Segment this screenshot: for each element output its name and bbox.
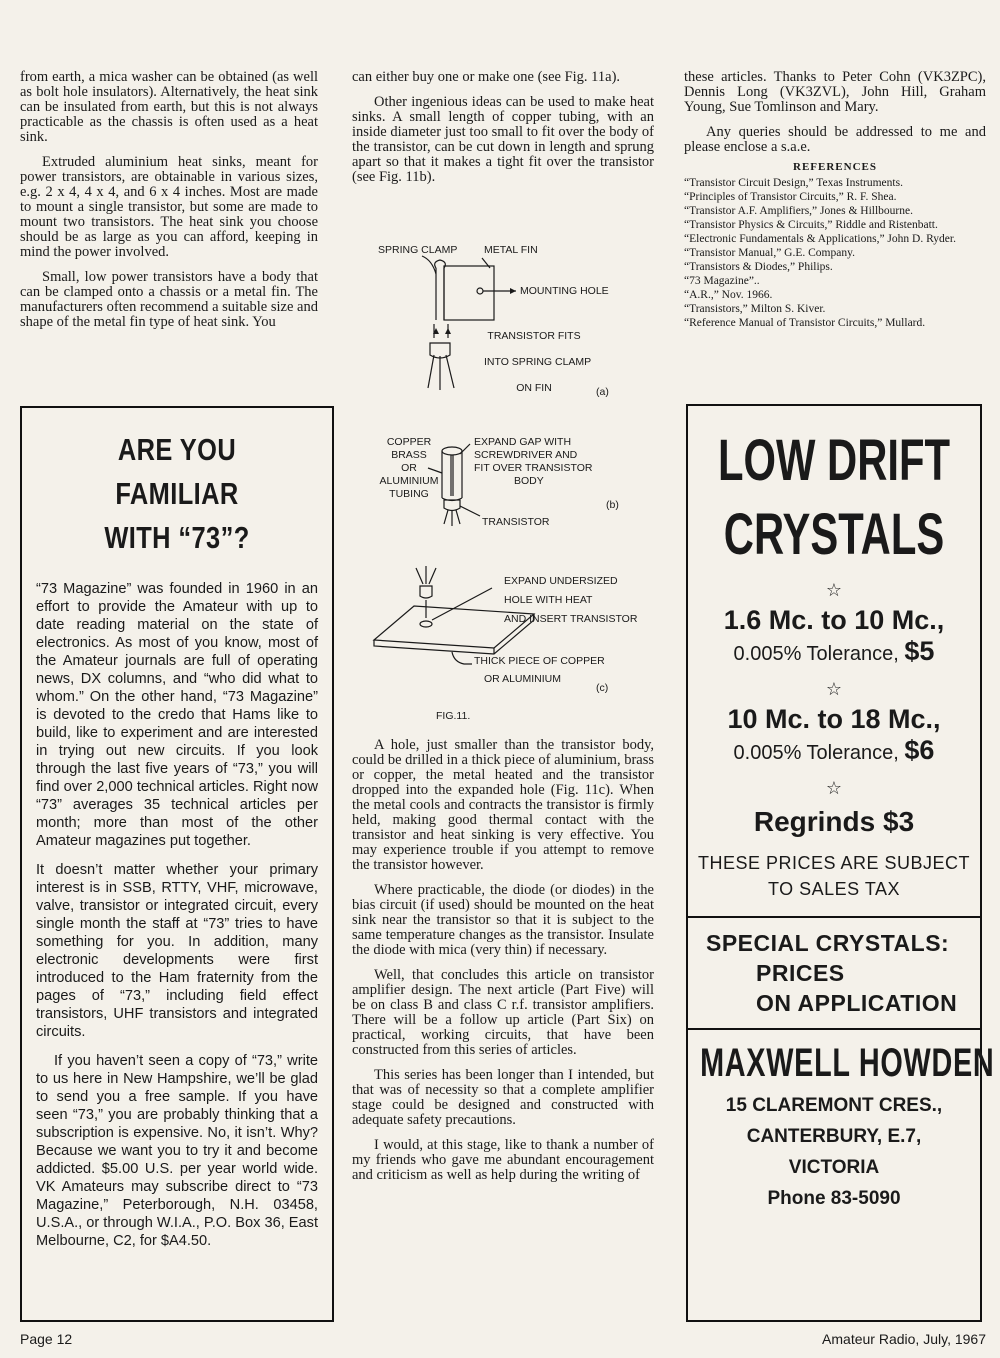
special-line-3: ON APPLICATION xyxy=(756,990,958,1016)
company-name: MAXWELL HOWDEN xyxy=(700,1041,995,1085)
fig-a-label-fits xyxy=(484,330,592,395)
price-2: $6 xyxy=(904,735,935,765)
reference-item: “Transistor Manual,” G.E. Company. xyxy=(684,247,855,259)
address-line-1: 15 CLAREMONT CRES., xyxy=(725,1095,943,1116)
headline-line-2: WITH “73”? xyxy=(104,520,250,555)
fig-c-expand-line-1: EXPAND UNDERSIZED xyxy=(504,575,618,587)
ad-title-line-2: CRYSTALS xyxy=(723,502,945,567)
paragraph: This series has been longer than I intended, but that was of necessity so that a complete amplifier stage could be designed and constructed with adequate safety precautions. xyxy=(352,1067,654,1128)
fig-b-tubing-line-3: OR xyxy=(401,462,417,474)
fig-a-label-mounting-hole: MOUNTING HOLE xyxy=(520,285,609,297)
fig-a-label-spring-clamp: SPRING CLAMP xyxy=(378,244,458,256)
ad-low-drift-crystals xyxy=(686,404,995,1322)
special-line-1: SPECIAL CRYSTALS: xyxy=(706,930,950,956)
fig-b-tag: (b) xyxy=(606,499,619,511)
phone: Phone 83-5090 xyxy=(767,1188,901,1209)
headline-line-1: ARE YOU FAMILIAR xyxy=(115,432,239,511)
ad-paragraph: If you haven’t seen a copy of “73,” write to us here in New Hampshire, we’ll be glad to send you a free sample. If you have seen “73,” you are probably thinking that a subscription is expensive. No, it isn’t. Why? Because we want you to try it and become addicted. $5.00 U.S. per year world wide. VK Amateurs may subscribe direct to “73 Magazine,” Peterborough, N.H. 03458, U.S.A., or through W.I.A., P.O. Box 36, East Melbourne, C2, for $A4.50. xyxy=(36,1053,319,1249)
paragraph: A hole, just smaller than the transistor body, could be drilled in a thick piece of aluminium, brass or copper, the metal heated and the transistor dropped into the expanded hole (Fig. 11c). When the metal cools and contracts the transistor is firmly held, making good thermal contact with the transistor and heat sinking is very effective. You may experience trouble if you attempt to remove the transistor however. xyxy=(352,737,655,873)
page-number: Page 12 xyxy=(20,1331,73,1347)
references-title: REFERENCES xyxy=(793,161,877,173)
tax-line-2: TO SALES TAX xyxy=(767,879,901,899)
regrinds: Regrinds $3 xyxy=(753,806,915,837)
reference-item: “Electronic Fundamentals & Applications,” John D. Ryder. xyxy=(684,233,956,245)
ad-title-line-1: LOW DRIFT xyxy=(718,428,950,493)
fig-c-expand-line-3: AND INSERT TRANSISTOR xyxy=(504,613,638,625)
price-1: $5 xyxy=(904,636,935,666)
paragraph: from earth, a mica washer can be obtained (as well as bolt hole insulators). Alternatively, the heat sink can be insulated from earth, but this is not always practicable as the chassis is often used as a heat sink. xyxy=(20,69,318,145)
star-icon: ☆ xyxy=(825,679,843,699)
reference-item: “Reference Manual of Transistor Circuits,” Mullard. xyxy=(684,317,926,329)
fig-b-label-tubing xyxy=(372,436,446,501)
fig-b-expand-line-3: FIT OVER TRANSISTOR xyxy=(474,462,593,474)
tolerance-1-text: 0.005% Tolerance, xyxy=(733,643,899,665)
ad-paragraph: “73 Magazine” was founded in 1960 in an effort to provide the Amateur with up to date reading material on the state of electronics. As most of you know, most of the Amateur journals are full of operating news, DX columns, and “who did what to whom.” On the other hand, “73 Magazine” is devoted to the credo that Hams like to build, like to experiment and are interested in trying out new circuits. If you look through the last five years of “73,” you will find over 2,000 technical articles. Right now “73” averages 35 technical articles per month; more than most of the other Amateur magazines put together. xyxy=(36,581,318,849)
reference-item: “Transistor A.F. Amplifiers,” Jones & Hillbourne. xyxy=(684,205,913,217)
fig-a-fits-line-1: TRANSISTOR FITS xyxy=(487,330,581,342)
tolerance-2-text: 0.005% Tolerance, xyxy=(733,742,899,764)
fig-c-thick-line-2: OR ALUMINIUM xyxy=(484,673,562,685)
paragraph: Other ingenious ideas can be used to make heat sinks. A small length of copper tubing, with an inside diameter just too small to fit over the body of the transistor, can be cut down in length and sprung apart so that it makes a tight fit over the transistor (see Fig. 11b). xyxy=(352,94,654,185)
column-2-text xyxy=(352,70,654,195)
paragraph: Extruded aluminium heat sinks, meant for power transistors, are obtainable in various sizes, e.g. 2 x 4, 4 x 4, and 6 x 4 inches. Most are made to mount a single transistor, but some are made to mount two transistors. The heat sink you choose should be as large as you can afford, keeping in mind the power involved. xyxy=(20,154,318,260)
tolerance-2 xyxy=(688,735,980,768)
column-1-text xyxy=(20,70,318,340)
tolerance-1 xyxy=(688,636,980,669)
address-line-3: VICTORIA xyxy=(788,1157,880,1178)
reference-item: “Transistors & Diodes,” Philips. xyxy=(684,261,833,273)
paragraph: I would, at this stage, like to thank a number of my friends who gave me abundant encouragement and criticism as well as help during the writing of xyxy=(352,1137,654,1183)
figure-caption: FIG.11. xyxy=(436,710,471,722)
fig-c-expand-line-2: HOLE WITH HEAT xyxy=(504,594,593,606)
reference-item: “Transistors,” Milton S. Kiver. xyxy=(684,303,826,315)
paragraph: these articles. Thanks to Peter Cohn (VK3ZPC), Dennis Long (VK3ZVL), John Hill, Graham Young, Sue Tomlinson and Mary. xyxy=(684,69,986,115)
star-icon: ☆ xyxy=(825,580,843,600)
fig-b-tubing-line-1: COPPER xyxy=(386,436,432,448)
fig-b-tubing-line-5: TUBING xyxy=(389,488,429,500)
tax-line-1: THESE PRICES ARE SUBJECT xyxy=(697,853,971,873)
fig-a-fits-line-2: INTO SPRING CLAMP xyxy=(484,356,592,368)
fig-c-label-expand xyxy=(504,572,637,629)
reference-item: “Principles of Transistor Circuits,” R. F. Shea. xyxy=(684,191,897,203)
fig-b-tubing-line-4: ALUMINIUM xyxy=(379,475,439,487)
paragraph: Small, low power transistors have a body that can be clamped onto a chassis or a metal fin. The manufacturers often recommend a suitable size and shape of the metal fin type of heat sink. You xyxy=(20,269,318,330)
paragraph: can either buy one or make one (see Fig. 11a). xyxy=(352,69,621,85)
ad-73-headline xyxy=(61,428,292,560)
fig-a-tag: (a) xyxy=(596,386,609,398)
reference-item: “A.R.,” Nov. 1966. xyxy=(684,289,773,301)
fig-a-label-metal-fin: METAL FIN xyxy=(484,244,538,256)
fig-c-thick-line-1: THICK PIECE OF COPPER xyxy=(474,655,605,667)
special-crystals xyxy=(688,928,980,1018)
fig-c-label-thick xyxy=(474,652,605,688)
fig-a-fits-line-3: ON FIN xyxy=(516,382,552,394)
paragraph: Well, that concludes this article on transistor amplifier design. The next article (Part Five) will be on class B and class C r.f. transistor amplifiers. There will be a follow up article (Part Six) on practical, working circuits, that have been constructed from this series of articles. xyxy=(352,967,654,1058)
column-3-text xyxy=(684,70,986,331)
special-line-2: PRICES xyxy=(756,960,845,986)
fig-b-label-transistor: TRANSISTOR xyxy=(482,516,550,528)
range-1: 1.6 Mc. to 10 Mc., xyxy=(723,605,945,635)
fig-b-label-expand xyxy=(474,436,592,488)
paragraph: Any queries should be addressed to me and please enclose a s.a.e. xyxy=(684,124,986,155)
fig-b-expand-line-4: BODY xyxy=(514,475,544,487)
fig-b-expand-line-1: EXPAND GAP WITH xyxy=(474,436,572,448)
reference-item: “73 Magazine”.. xyxy=(684,275,760,287)
column-2-bottom-text xyxy=(352,738,654,1193)
star-icon: ☆ xyxy=(825,778,843,798)
figure-11 xyxy=(352,228,654,728)
divider xyxy=(688,1028,980,1030)
reference-item: “Transistor Physics & Circuits,” Riddle and Ristenbatt. xyxy=(684,219,938,231)
paragraph: Where practicable, the diode (or diodes) in the bias circuit (if used) should be mounted on the heat sink near the transistor so that it is subject to the same temperature changes as the transistor. Insulate the diode with mica (very thin) if necessary. xyxy=(352,882,654,958)
ad-73-magazine xyxy=(20,406,334,1322)
fig-c-tag: (c) xyxy=(596,682,609,694)
range-2: 10 Mc. to 18 Mc., xyxy=(727,704,941,734)
publication-line: Amateur Radio, July, 1967 xyxy=(822,1331,986,1347)
reference-item: “Transistor Circuit Design,” Texas Instruments. xyxy=(684,177,903,189)
fig-b-tubing-line-2: BRASS xyxy=(391,449,427,461)
fig-b-expand-line-2: SCREWDRIVER AND xyxy=(474,449,578,461)
address-line-2: CANTERBURY, E.7, xyxy=(746,1126,922,1147)
ad-paragraph: It doesn’t matter whether your primary interest is in SSB, RTTY, VHF, microwave, valve, transistor or integrated circuit, every single month the staff at “73” tries to have something for you. In addition, many electronic developments were first introduced to the Ham fraternity from the pages of “73,” including field effect transistors, UHF transistors and integrated circuits. xyxy=(36,862,318,1040)
divider xyxy=(688,916,980,918)
